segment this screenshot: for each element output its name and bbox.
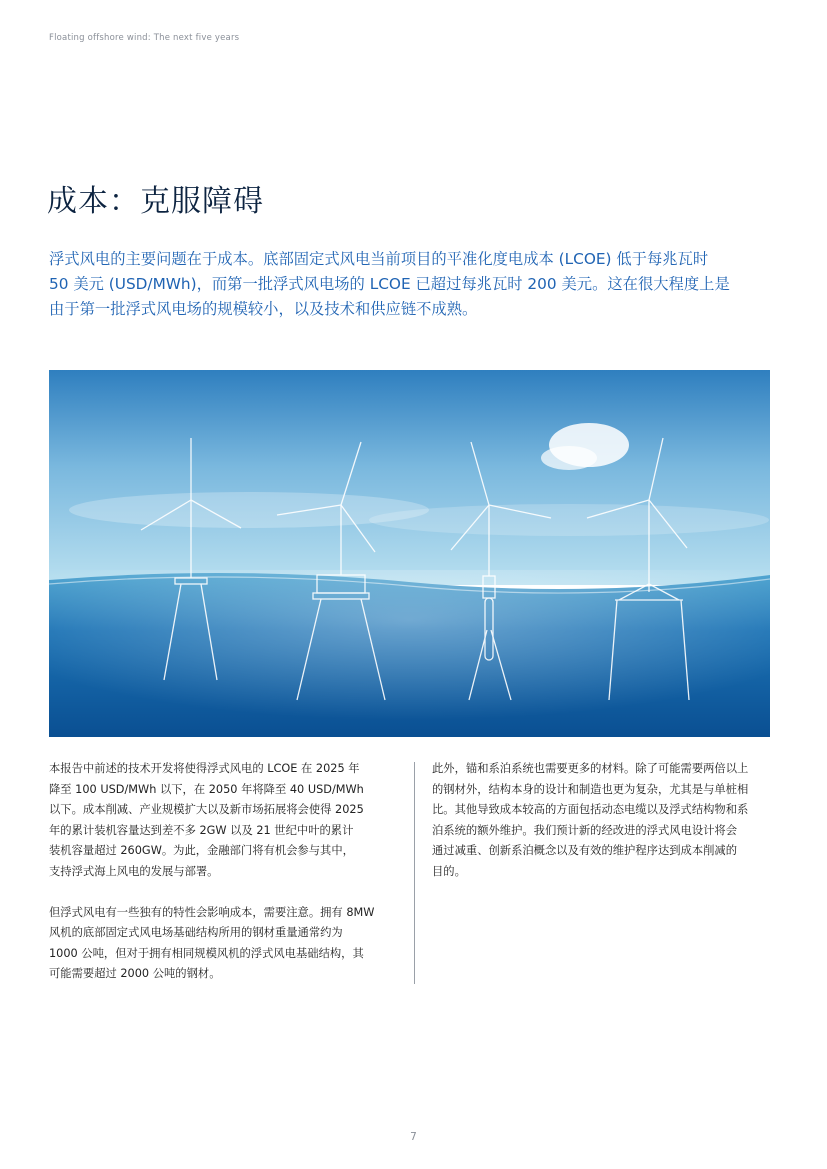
cloud: [369, 504, 769, 536]
body-line: 可能需要超过 2000 公吨的钢材。: [49, 967, 221, 980]
running-header: Floating offshore wind: The next five years: [49, 33, 240, 43]
body-left-column: [49, 759, 394, 1005]
cloud: [541, 446, 597, 470]
body-paragraph: [432, 759, 777, 882]
body-line: 此外，锚和系泊系统也需要更多的材料。除了可能需要两倍以上: [432, 762, 749, 775]
page-title: 成本：克服障碍: [47, 184, 264, 219]
body-line: 比。其他导致成本较高的方面包括动态电缆以及浮式结构物和系: [432, 803, 749, 816]
column-divider: [414, 762, 415, 984]
body-paragraph: [49, 759, 394, 882]
sea-glow: [49, 570, 770, 737]
body-line: 降至 100 USD/MWh 以下，在 2050 年将降至 40 USD/MWh: [49, 782, 364, 796]
body-line: 通过减重、创新系泊概念以及有效的维护程序达到成本削减的: [432, 844, 738, 857]
sky: [49, 370, 770, 585]
body-paragraph: [49, 903, 394, 985]
body-line: 年的累计装机容量达到差不多 2GW 以及 21 世纪中叶的累计: [49, 823, 354, 837]
body-line: 泊系统的额外维护。我们预计新的经改进的浮式风电设计将会: [432, 823, 738, 837]
floating-wind-illustration: [49, 370, 770, 737]
body-right-column: [432, 759, 777, 903]
body-line: 支持浮式海上风电的发展与部署。: [49, 864, 219, 878]
body-line: 的钢材外，结构本身的设计和制造也更为复杂，尤其是与单桩相: [432, 782, 749, 796]
body-line: 1000 公吨，但对于拥有相同规模风机的浮式风电基础结构，其: [49, 946, 364, 960]
body-line: 风机的底部固定式风电场基础结构所用的钢材重量通常约为: [49, 926, 343, 939]
body-line: 目的。: [432, 864, 466, 878]
lead-line: 浮式风电的主要问题在于成本。底部固定式风电当前项目的平准化度电成本 (LCOE) 低于每兆瓦时: [49, 250, 709, 268]
body-line: 本报告中前述的技术开发将使得浮式风电的 LCOE 在 2025 年: [49, 762, 360, 775]
lead-paragraph: [49, 247, 774, 322]
lead-line: 50 美元 (USD/MWh)，而第一批浮式风电场的 LCOE 已超过每兆瓦时 200 美元。这在很大程度上是: [49, 275, 730, 293]
page-number: 7: [410, 1131, 417, 1143]
body-line: 装机容量超过 260GW。为此，金融部门将有机会参与其中，: [49, 844, 354, 857]
body-line: 以下。成本削减、产业规模扩大以及新市场拓展将会使得 2025: [49, 803, 364, 816]
lead-line: 由于第一批浮式风电场的规模较小，以及技术和供应链不成熟。: [49, 300, 478, 318]
body-line: 但浮式风电有一些独有的特性会影响成本，需要注意。拥有 8MW: [49, 905, 375, 919]
